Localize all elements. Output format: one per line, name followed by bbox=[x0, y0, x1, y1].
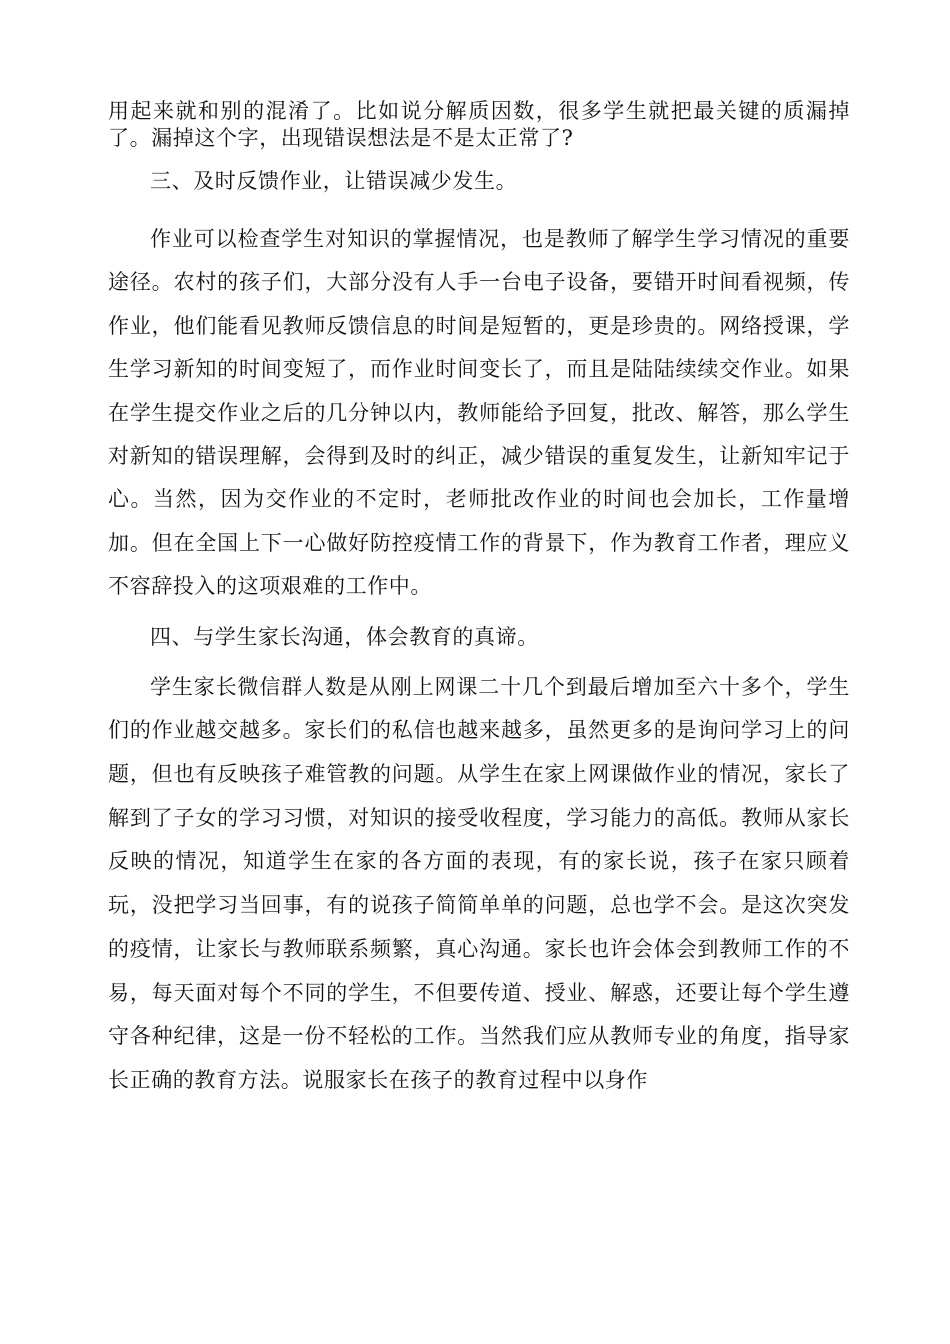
paragraph-parent-communication: 学生家长微信群人数是从刚上网课二十几个到最后增加至六十多个，学生们的作业越交越多。家长们的私信也越来越多，虽然更多的是询问学习上的问题，但也有反映孩子难管教的问题。从学生在家上网课做作业的情况，家长了解到了子女的学习习惯，对知识的接受收程度，学习能力的高低。教师从家长反映的情况，知道学生在家的各方面的表现，有的家长说，孩子在家只顾着玩，没把学习当回事，有的说孩子简简单单的问题，总也学不会。是这次突发的疫情，让家长与教师联系频繁，真心沟通。家长也许会体会到教师工作的不易，每天面对每个不同的学生，不但要传道、授业、解惑，还要让每个学生遵守各种纪律，这是一份不轻松的工作。当然我们应从教师专业的角度，指导家长正确的教育方法。说服家长在孩子的教育过程中以身作 bbox=[108, 674, 850, 1092]
section-heading-3: 三、及时反馈作业，让错误减少发生。 bbox=[150, 169, 518, 193]
section-heading-4: 四、与学生家长沟通，体会教育的真谛。 bbox=[150, 624, 539, 649]
paragraph-feedback-homework: 作业可以检查学生对知识的掌握情况，也是教师了解学生学习情况的重要途径。农村的孩子们，大部分没有人手一台电子设备，要错开时间看视频，传作业，他们能看见教师反馈信息的时间是短暂的，更是珍贵的。网络授课，学生学习新知的时间变短了，而作业时间变长了，而且是陆陆续续交作业。如果在学生提交作业之后的几分钟以内，教师能给予回复，批改、解答，那么学生对新知的错误理解，会得到及时的纠正，减少错误的重复发生，让新知牢记于心。当然，因为交作业的不定时，老师批改作业的时间也会加长，工作量增加。但在全国上下一心做好防控疫情工作的背景下，作为教育工作者，理应义不容辞投入的这项艰难的工作中。 bbox=[108, 227, 850, 599]
paragraph-continuation: 用起来就和别的混淆了。比如说分解质因数，很多学生就把最关键的质漏掉了。漏掉这个字，出现错误想法是不是太正常了? bbox=[108, 99, 850, 150]
document-page bbox=[108, 98, 850, 1103]
